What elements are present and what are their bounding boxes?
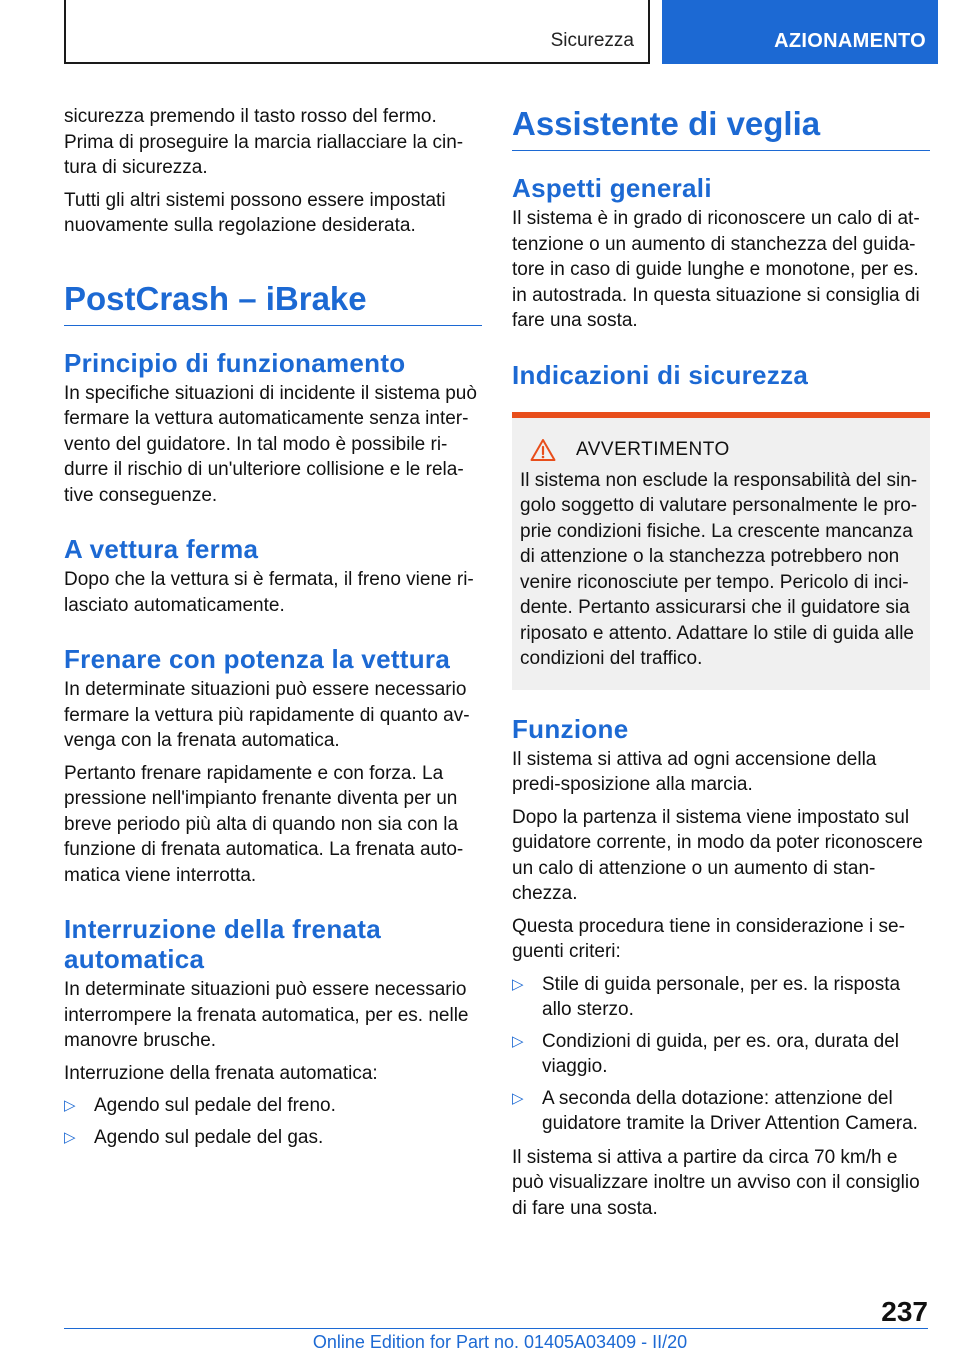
triangle-right-icon: ▷ [512,1089,524,1107]
intro-paragraph-2: Tutti gli altri sistemi possono essere impostati nuovamente sulla regolazione desiderata. [64,189,446,236]
frenare-paragraph-2: Pertanto frenare rapidamente e con forza. La pressione nell'impianto frenante diventa per un breve periodo più alta di quando non sia con la funzione di frenata automatica. La frenata auto-matica viene interrotta. [64,762,464,886]
funzione-paragraph-1: Il sistema si attiva ad ogni accensione della predi-sposizione alla marcia. [512,748,877,795]
list-item [64,1093,482,1119]
funzione-paragraph-4: Il sistema si attiva a partire da circa 70 km/h e può visualizzare inoltre un avviso con il consiglio di fare una sosta. [512,1146,920,1219]
list-item [512,1086,930,1137]
right-column [512,104,930,1228]
intro-paragraph-1: sicurezza premendo il tasto rosso del fermo. Prima di proseguire la marcia riallacciare la cin-tura di sicurezza. [64,106,464,178]
aspetti-heading: Aspetti generali [512,173,712,203]
vettura-ferma-paragraph: Dopo che la vettura si è fermata, il freno viene ri-lasciato automaticamente. [64,569,474,616]
chapter-tab-label: AZIONAMENTO [774,30,926,52]
frenare-heading: Frenare con potenza la vettura [64,644,451,674]
list-item-text: A seconda della dotazione: attenzione del guidatore tramite la Driver Attention Camera. [542,1087,918,1134]
triangle-right-icon: ▷ [64,1128,76,1146]
list-item [512,972,930,1023]
list-item-text: Stile di guida personale, per es. la risposta allo sterzo. [542,973,901,1020]
header-section-tab [64,0,650,64]
list-item-text: Agendo sul pedale del freno. [94,1095,336,1116]
aspetti-paragraph: Il sistema è in grado di riconoscere un calo di at-tenzione o un aumento di stanchezza del guida-tore in caso di guide lunghe e monotone, per es. in autostrada. In questa situazione si consiglia di fare una sosta. [512,208,920,331]
funzione-paragraph-2: Dopo la partenza il sistema viene impostato sul guidatore corrente, in modo da poter riconoscere un calo di attenzione o un aumento di stan-chezza. [512,806,923,904]
footer-divider [64,1328,928,1329]
triangle-right-icon: ▷ [512,975,524,993]
list-item [64,1125,482,1151]
funzione-paragraph-3: Questa procedura tiene in considerazione i se-guenti criteri: [512,915,905,962]
header-chapter-tab [662,0,938,64]
warning-title [520,438,922,462]
list-item [512,1029,930,1080]
triangle-right-icon: ▷ [64,1097,76,1114]
funzione-heading: Funzione [512,713,629,744]
warning-label: AVVERTIMENTO [576,438,730,460]
interruzione-paragraph-1: In determinate situazioni può essere necessario interrompere la frenata automatica, per es. nelle manovre brusche. [64,979,469,1051]
principio-paragraph: In specifiche situazioni di incidente il sistema può fermare la vettura automaticamente senza inter-vento del guidatore. In tal modo è possibile ri-durre il rischio di un'ulteriore collisione e le rela-tive conseguenze. [64,382,477,506]
warning-text: Il sistema non esclude la responsabilità del sin-golo soggetto di valutare personalmente le pro-prie condizioni fisiche. La crescente mancanza di attenzione o la stanchezza potrebbero non venire riconosciute per tempo. Pericolo di inci-dente. Pertanto assicurarsi che il guidatore sia riposato e attento. Adattare lo stile di guida alle condizioni del traffico. [520,469,918,669]
interruzione-heading: Interruzione della frenata automatica [64,914,381,974]
indicazioni-heading: Indicazioni di sicurezza [512,359,809,390]
vettura-ferma-heading: A vettura ferma [64,534,259,564]
edition-footer: Online Edition for Part no. 01405A03409 - II/20 [312,1332,688,1352]
criteri-list [512,972,930,1137]
frenare-paragraph-1: In determinate situazioni può essere necessario fermare la vettura più rapidamente di quanto av-venga con la frenata automatica. [64,679,470,751]
warning-box [512,412,930,690]
assistente-heading: Assistente di veglia [512,104,930,151]
principio-heading: Principio di funzionamento [64,347,406,378]
interruzione-paragraph-2: Interruzione della frenata automatica: [64,1062,378,1084]
warning-triangle-icon [530,438,556,462]
section-tab-label: Sicurezza [550,30,634,51]
list-item-text: Condizioni di guida, per es. ora, durata del viaggio. [542,1030,900,1077]
postcrash-heading: PostCrash – iBrake [64,279,482,326]
left-column [64,104,482,1158]
page-number: 237 [881,1296,928,1327]
triangle-right-icon: ▷ [512,1032,524,1050]
interruzione-list [64,1093,482,1150]
list-item-text: Agendo sul pedale del gas. [94,1126,324,1148]
